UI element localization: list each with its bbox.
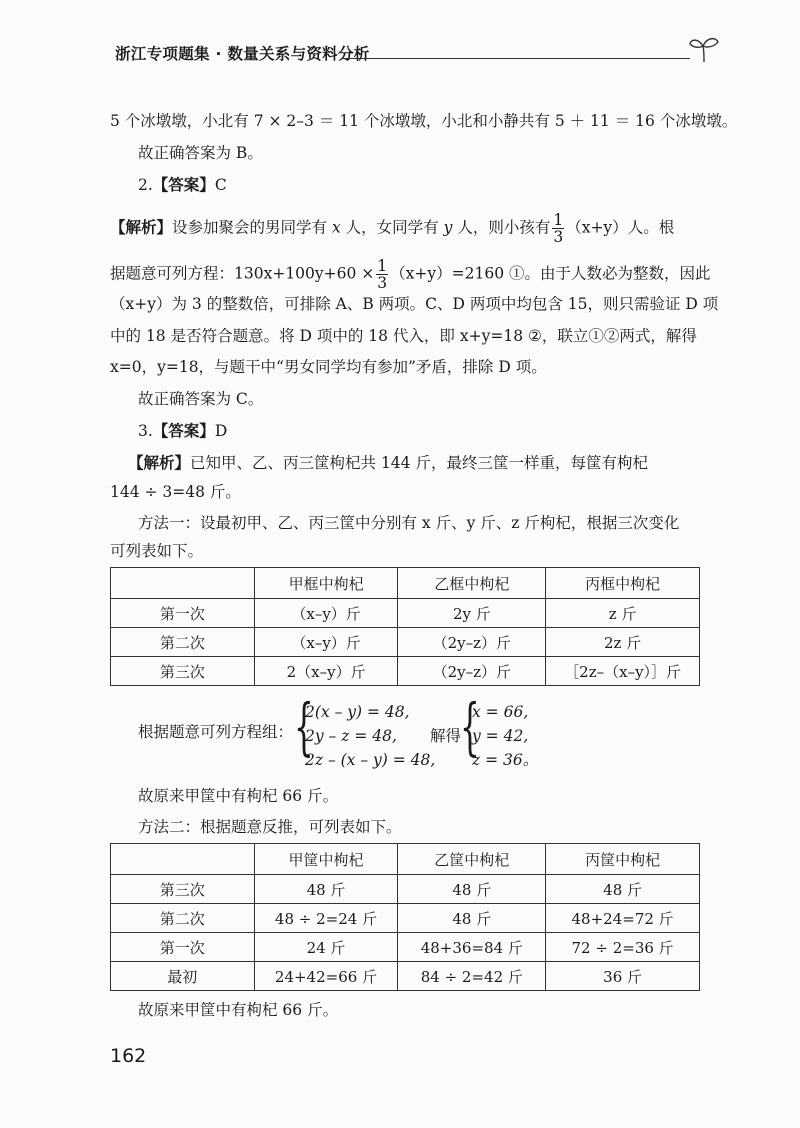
text-line-14: 可列表如下。 [110, 542, 204, 560]
analysis-tag: 【解析】 [128, 454, 191, 472]
text-line-11 [128, 453, 648, 473]
text-line-9: 故正确答案为 C。 [138, 390, 264, 408]
table-header-row [111, 844, 700, 875]
question-number: 3. [138, 422, 153, 440]
question-3-answer [138, 421, 227, 441]
answer-value: D [214, 422, 228, 440]
table-row [111, 628, 700, 657]
table-cell: 2y 斤 [398, 599, 546, 628]
left-brace: { [460, 690, 480, 763]
text-line-7: 中的 18 是否符合题意。将 D 项中的 18 代入，即 x+y=18 ②，联立①②两式，解得 [110, 327, 697, 345]
table-method-two [110, 843, 700, 991]
table-cell: 72 ÷ 2=36 斤 [546, 933, 700, 962]
table-header-cell [111, 568, 255, 599]
table-cell: 48 斤 [398, 875, 546, 904]
text-seg: （x+y）人。根 [566, 218, 675, 237]
text-seg: 人，女同学有 [345, 218, 439, 237]
table-cell: 最初 [111, 962, 255, 991]
equation-3: 2z – (x – y) = 48, [305, 751, 436, 769]
table-cell: 第三次 [111, 657, 255, 686]
table-cell: 84 ÷ 2=42 斤 [398, 962, 546, 991]
table-cell: 48 斤 [254, 875, 398, 904]
table-row [111, 599, 700, 628]
text-seg: 设参加聚会的男同学有 [172, 218, 328, 237]
text-line-16: 故原来甲筐中有枸杞 66 斤。 [138, 787, 339, 805]
table-cell: （2y–z）斤 [398, 628, 546, 657]
table-row [111, 875, 700, 904]
text-seg: 已知甲、乙、丙三筐枸杞共 144 斤，最终三筐一样重，每筐有枸杞 [190, 454, 648, 472]
table-cell: 2（x–y）斤 [254, 657, 398, 686]
equation-2: 2y – z = 48, [305, 727, 397, 745]
text-line-17: 方法二：根据题意反推，可列表如下。 [138, 818, 402, 836]
equation-1: 2(x – y) = 48, [305, 703, 410, 721]
table-header-cell: 乙筐中枸杞 [398, 844, 546, 875]
table-cell: （2y–z）斤 [398, 657, 546, 686]
table-cell: 第三次 [111, 875, 255, 904]
text-seg: 据题意可列方程：130x+100y+60 × [110, 264, 375, 283]
table-header-cell [111, 844, 255, 875]
table-cell: 48 斤 [398, 904, 546, 933]
text-line-13: 方法一：设最初甲、乙、丙三筐中分别有 x 斤、y 斤、z 斤枸杞，根据三次变化 [138, 514, 680, 532]
question-2-answer [138, 175, 227, 195]
text-seg: 人，则小孩有 [457, 218, 551, 237]
text-line-4 [110, 212, 674, 245]
var-y: y [443, 218, 453, 237]
text-line-5 [110, 258, 711, 291]
text-line-2: 故正确答案为 B。 [138, 144, 263, 162]
table-cell: 24+42=66 斤 [254, 962, 398, 991]
table-cell: 2z 斤 [546, 628, 700, 657]
solution-3: z = 36。 [472, 751, 539, 769]
running-header-title: 浙江专项题集 · 数量关系与资料分析 [115, 45, 370, 63]
fraction-one-third: $\frac{1}{3}$ [377, 257, 388, 292]
text-line-8: x=0，y=18，与题干中“男女同学均有参加”矛盾，排除 D 项。 [110, 358, 547, 376]
table-cell: （x–y）斤 [254, 599, 398, 628]
table-header-cell: 甲框中枸杞 [254, 568, 398, 599]
table-method-one [110, 567, 700, 686]
table-header-cell: 丙筐中枸杞 [546, 844, 700, 875]
table-header-cell: 甲筐中枸杞 [254, 844, 398, 875]
answer-tag: 【答案】 [152, 422, 215, 440]
solution-1: x = 66, [472, 703, 529, 721]
table-row [111, 657, 700, 686]
table-cell: 48+36=84 斤 [398, 933, 546, 962]
answer-tag: 【答案】 [152, 176, 215, 194]
answer-value: C [214, 176, 227, 194]
page-number: 162 [110, 1045, 147, 1067]
text-seg: （x+y）=2160 ①。由于人数必为整数，因此 [390, 264, 711, 283]
solution-2: y = 42, [472, 727, 529, 745]
table-cell: 48 ÷ 2=24 斤 [254, 904, 398, 933]
text-line-1: 5 个冰墩墩，小北有 7 × 2–3 ＝ 11 个冰墩墩，小北和小静共有 5 ＋ 11 ＝ 16 个冰墩墩。 [110, 112, 738, 130]
var-x: x [331, 218, 341, 237]
table-cell: 第一次 [111, 599, 255, 628]
table-cell: （x–y）斤 [254, 628, 398, 657]
question-number: 2. [138, 176, 153, 194]
fraction-one-third: $\frac{1}{3}$ [553, 211, 564, 246]
text-line-12: 144 ÷ 3=48 斤。 [110, 483, 241, 501]
table-cell: 48 斤 [546, 875, 700, 904]
table-header-cell: 乙框中枸杞 [398, 568, 546, 599]
table-header-cell: 丙框中枸杞 [546, 568, 700, 599]
text-line-6: （x+y）为 3 的整数倍，可排除 A、B 两项。C、D 两项中均包含 15，则只需验证 D 项 [110, 295, 719, 313]
table-cell: 24 斤 [254, 933, 398, 962]
table-row [111, 962, 700, 991]
table-cell: 第二次 [111, 904, 255, 933]
text-line-18: 故原来甲筐中有枸杞 66 斤。 [138, 1001, 339, 1019]
table-cell: z 斤 [546, 599, 700, 628]
sprout-icon [688, 34, 720, 64]
table-cell: 第一次 [111, 933, 255, 962]
analysis-tag: 【解析】 [110, 218, 173, 237]
system-label: 根据题意可列方程组： [138, 723, 294, 741]
table-cell: 48+24=72 斤 [546, 904, 700, 933]
table-row [111, 933, 700, 962]
solve-label: 解得 [430, 727, 462, 745]
table-cell: ［2z–（x–y）］斤 [546, 657, 700, 686]
table-header-row [111, 568, 700, 599]
table-cell: 第二次 [111, 628, 255, 657]
header-rule [342, 58, 690, 59]
left-brace: { [294, 690, 314, 763]
table-cell: 36 斤 [546, 962, 700, 991]
table-row [111, 904, 700, 933]
